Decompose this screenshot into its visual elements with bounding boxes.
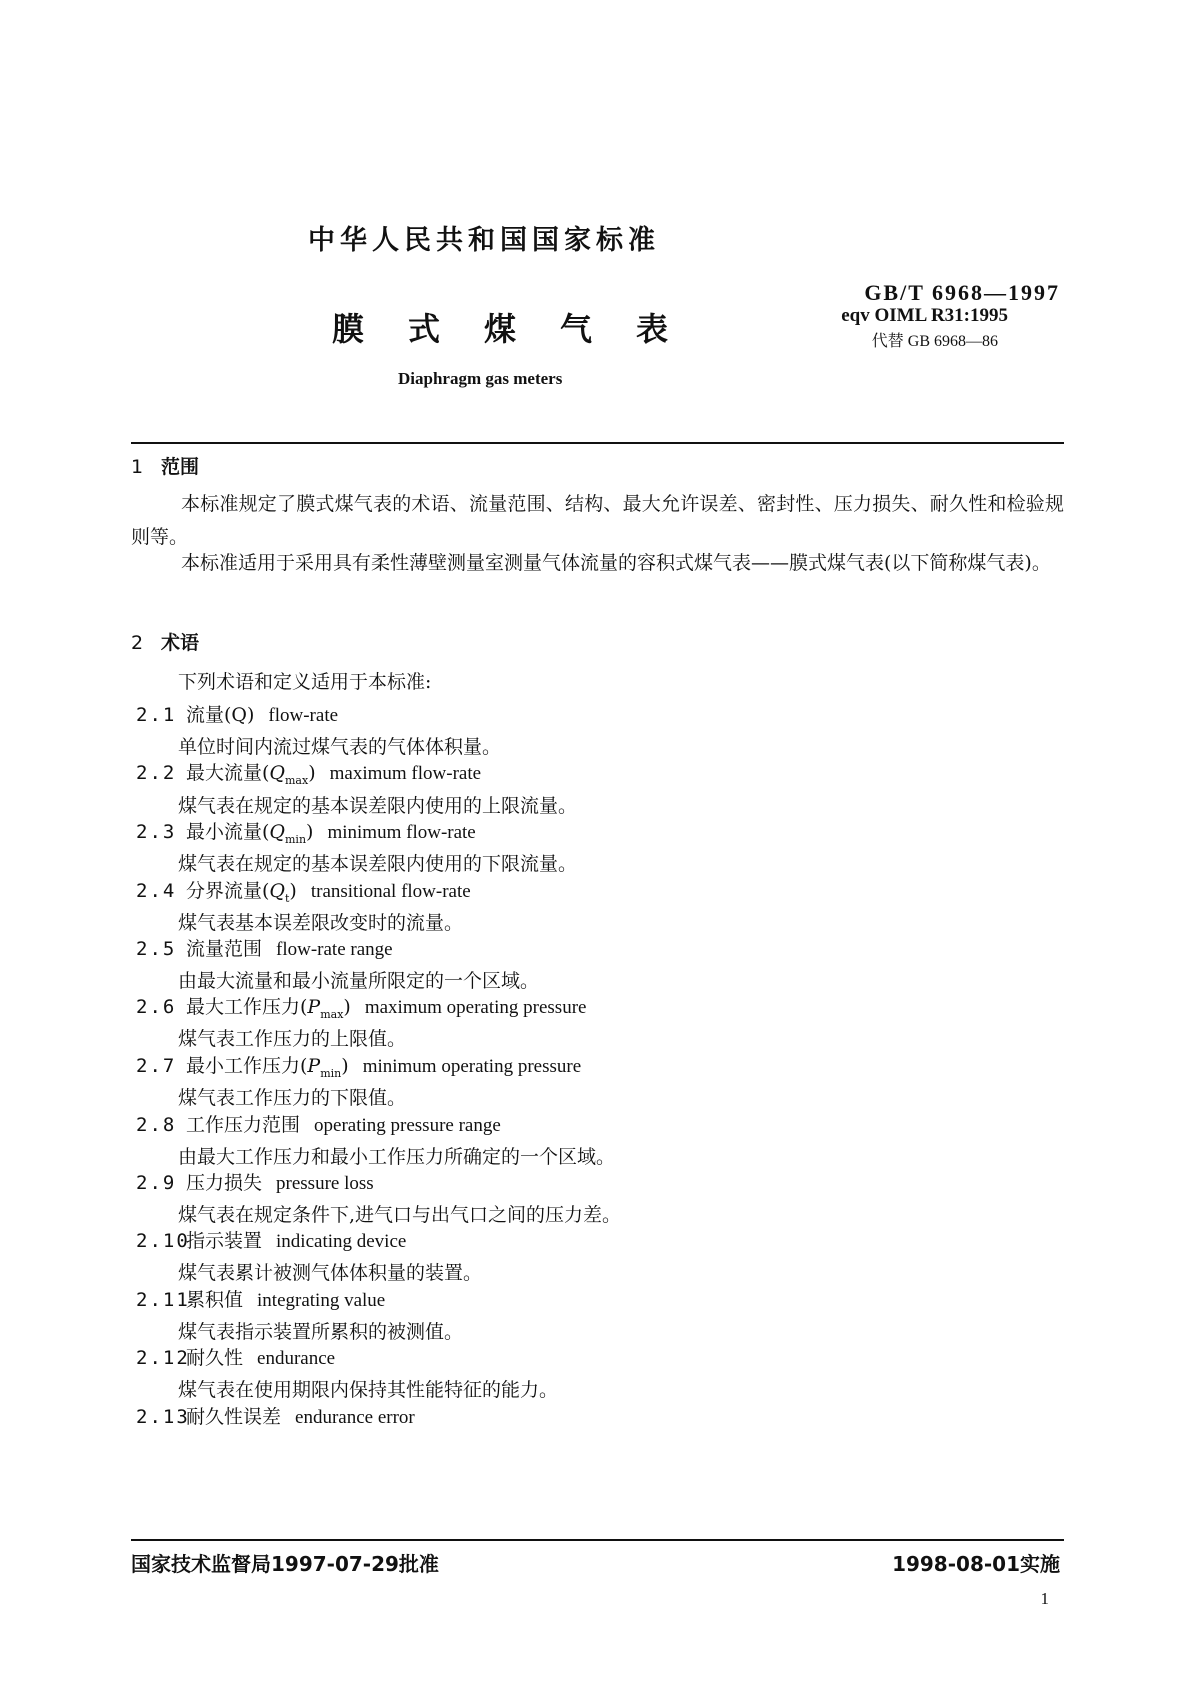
term-definition: 煤气表指示装置所累积的被测值。 (178, 1321, 464, 1343)
document-title: 膜式煤气表 (332, 310, 713, 348)
replaced-standard: 代替 GB 6968—86 (871, 333, 998, 350)
term-english: flow-rate range (276, 939, 393, 960)
term-number: 2.9 (136, 1172, 177, 1194)
term-number: 2.2 (136, 762, 177, 784)
term-row (136, 1285, 385, 1312)
term-english: minimum operating pressure (362, 1056, 582, 1077)
term-chinese: 指示装置 (186, 1230, 263, 1252)
term-chinese: 流量范围 (186, 938, 263, 960)
term-row (136, 1343, 335, 1370)
term-chinese: 压力损失 (186, 1172, 263, 1194)
section-title: 范围 (161, 456, 200, 478)
term-chinese: 最大工作压力$(P_{max})$ (186, 996, 351, 1021)
term-english: indicating device (276, 1231, 407, 1252)
standard-number: GB/T 6968—1997 (864, 280, 1060, 305)
term-definition: 由最大工作压力和最小工作压力所确定的一个区域。 (178, 1146, 616, 1168)
term-number: 2.10 (136, 1230, 190, 1252)
term-english: flow-rate (268, 705, 339, 726)
term-chinese: 最小工作压力$(P_{min})$ (186, 1055, 349, 1080)
term-english: operating pressure range (314, 1115, 501, 1136)
approval-line: 国家技术监督局1997-07-29批准 (131, 1552, 439, 1576)
term-english: transitional flow-rate (310, 881, 471, 902)
term-definition: 煤气表累计被测气体体积量的装置。 (178, 1262, 483, 1284)
term-row (136, 1226, 406, 1253)
term-number: 2.6 (136, 996, 177, 1018)
term-row (136, 817, 476, 846)
terms-intro: 下列术语和定义适用于本标准: (178, 671, 432, 693)
section-heading-scope (131, 452, 199, 479)
term-row (136, 1168, 374, 1195)
term-chinese: 流量(Q) (186, 704, 255, 726)
term-english: pressure loss (276, 1173, 374, 1194)
term-english: integrating value (257, 1290, 386, 1311)
section-title: 术语 (161, 632, 200, 654)
scope-paragraph-2: 本标准适用于采用具有柔性薄壁测量室测量气体流量的容积式煤气表——膜式煤气表(以下简称煤气表)。 (181, 552, 1051, 574)
term-row (136, 992, 586, 1021)
header-divider (131, 442, 1064, 444)
term-definition: 由最大流量和最小流量所限定的一个区域。 (178, 970, 540, 992)
document-english-title: Diaphragm gas meters (398, 369, 563, 388)
term-number: 2.4 (136, 880, 177, 902)
term-row (136, 1051, 581, 1080)
term-number: 2.8 (136, 1114, 177, 1136)
term-english: minimum flow-rate (327, 822, 476, 843)
term-number: 2.11 (136, 1289, 190, 1311)
term-chinese: 最小流量$(Q_{min})$ (186, 821, 314, 846)
term-chinese: 最大流量$(Q_{max})$ (186, 762, 316, 787)
term-definition: 煤气表在规定的基本误差限内使用的下限流量。 (178, 853, 578, 875)
term-definition: 单位时间内流过煤气表的气体体积量。 (178, 736, 502, 758)
term-row (136, 876, 471, 905)
term-chinese: 工作压力范围 (186, 1114, 301, 1136)
term-row (136, 1402, 415, 1429)
term-chinese: 分界流量$(Q_t)$ (186, 880, 297, 905)
section-heading-terms (131, 628, 199, 655)
term-number: 2.7 (136, 1055, 177, 1077)
term-english: maximum operating pressure (364, 997, 587, 1018)
term-definition: 煤气表在使用期限内保持其性能特征的能力。 (178, 1379, 559, 1401)
term-definition: 煤气表工作压力的上限值。 (178, 1028, 407, 1050)
term-chinese: 耐久性 (186, 1347, 244, 1369)
term-row (136, 700, 338, 727)
term-english: endurance error (295, 1407, 415, 1428)
national-standard-title: 中华人民共和国国家标准 (308, 225, 660, 256)
term-definition: 煤气表在规定条件下,进气口与出气口之间的压力差。 (178, 1204, 622, 1226)
term-row (136, 1110, 501, 1137)
term-number: 2.3 (136, 821, 177, 843)
term-english: maximum flow-rate (329, 763, 482, 784)
page-number: 1 (1040, 1589, 1049, 1608)
effective-date: 1998-08-01实施 (892, 1552, 1060, 1576)
equivalent-standard: eqv OIML R31:1995 (841, 305, 1008, 326)
term-row (136, 934, 393, 961)
term-definition: 煤气表工作压力的下限值。 (178, 1087, 407, 1109)
term-number: 2.12 (136, 1347, 190, 1369)
term-number: 2.1 (136, 704, 177, 726)
term-number: 2.13 (136, 1406, 190, 1428)
term-english: endurance (257, 1348, 336, 1369)
scope-paragraph-1: 本标准规定了膜式煤气表的术语、流量范围、结构、最大允许误差、密封性、压力损失、耐久性和检验规则等。 (131, 493, 1064, 548)
term-chinese: 耐久性误差 (186, 1406, 282, 1428)
term-chinese: 累积值 (186, 1289, 244, 1311)
term-row (136, 758, 481, 787)
footer-divider (131, 1539, 1064, 1541)
term-number: 2.5 (136, 938, 177, 960)
term-definition: 煤气表基本误差限改变时的流量。 (178, 912, 464, 934)
section-number: 1 (131, 456, 144, 478)
section-number: 2 (131, 632, 144, 654)
term-definition: 煤气表在规定的基本误差限内使用的上限流量。 (178, 795, 578, 817)
